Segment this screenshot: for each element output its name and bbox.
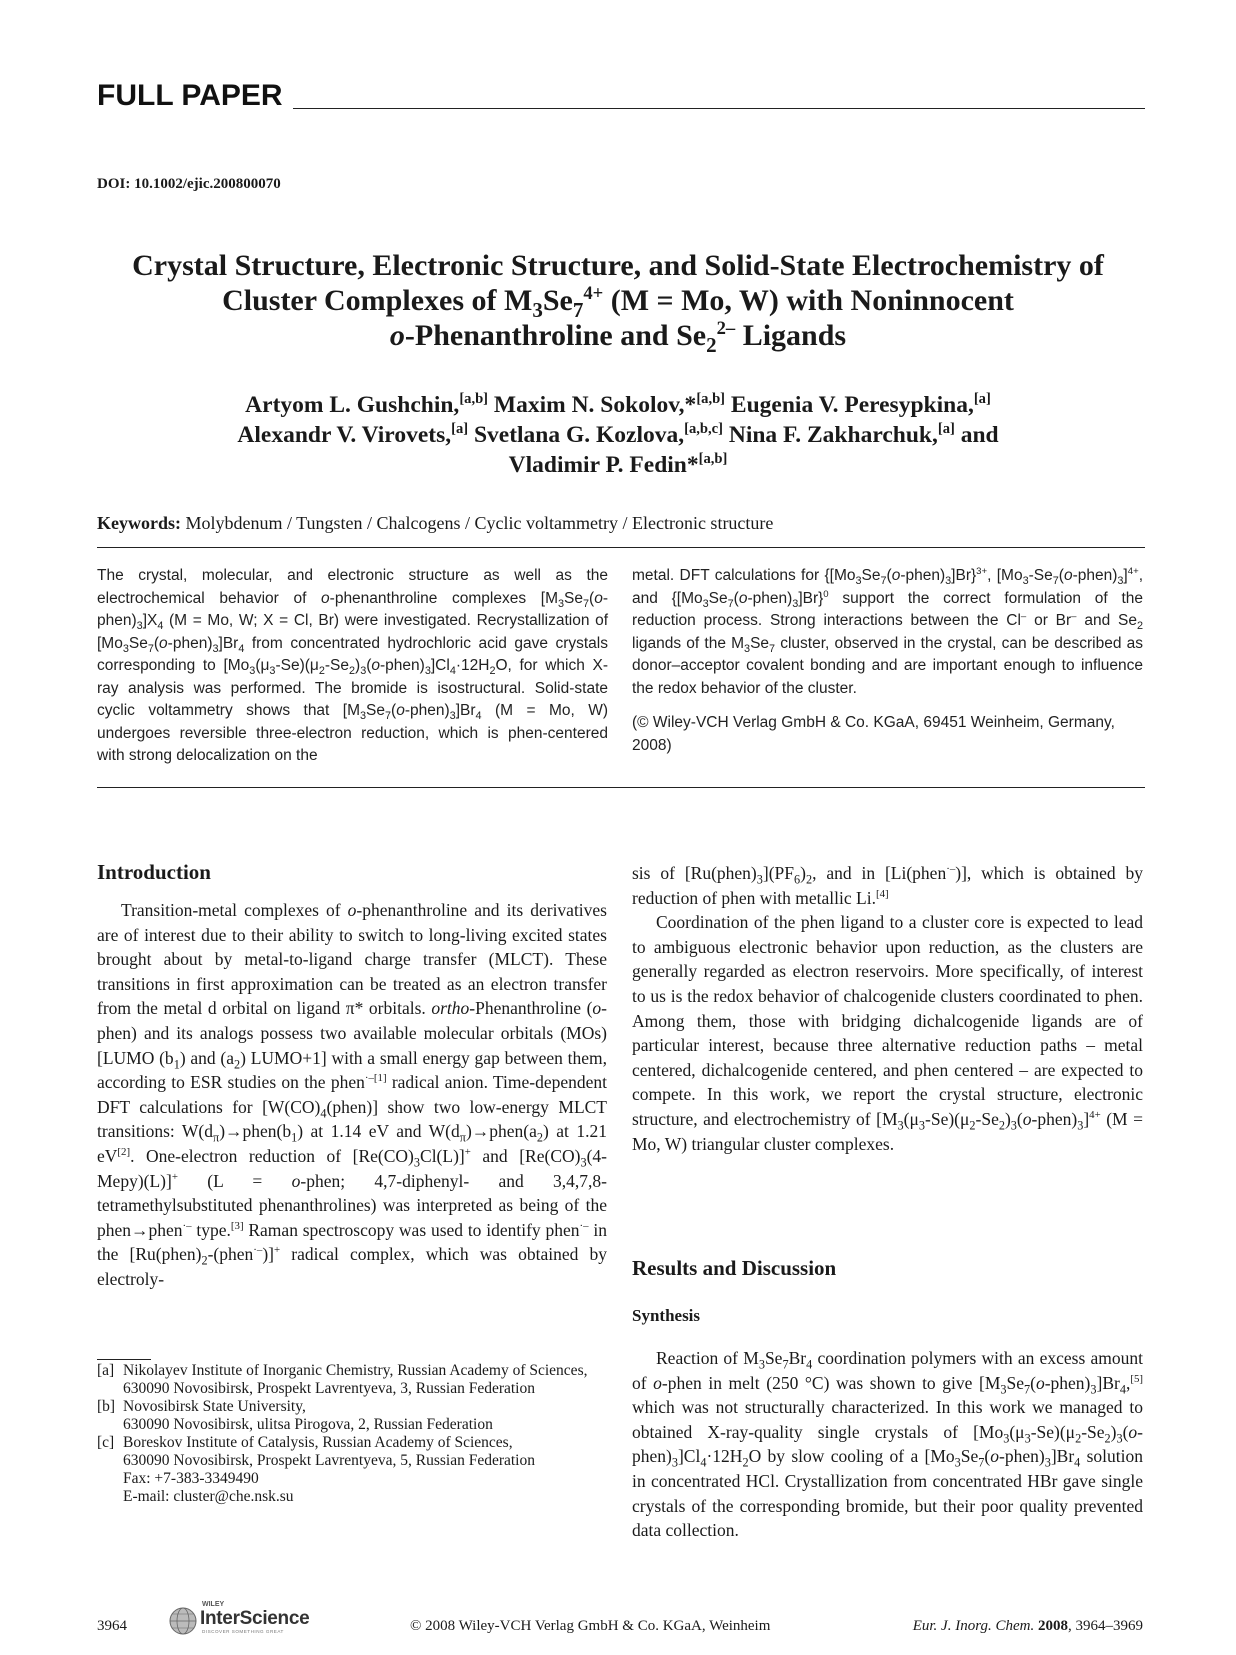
footnote-a: [a] Nikolayev Institute of Inorganic Chemistry, Russian Academy of Sciences, 630090 Novosibirsk, Prospekt Lavrentyeva, 3, Russian Federation	[97, 1362, 588, 1397]
section-heading-introduction: Introduction	[97, 860, 211, 884]
interscience-logo	[166, 1603, 336, 1637]
author-affiliation: [a,b,c]	[684, 421, 723, 438]
footnote-b: [b] Novosibirsk State University, 630090 Novosibirsk, ulitsa Pirogova, 2, Russian Federation	[97, 1398, 493, 1433]
abstract-left-column: The crystal, molecular, and electronic structure as well as the electrochemical behavior of o-phenanthroline complexes $[M_3Se_7(o-phen)_3]X_4$ (M = Mo, W; X = Cl, Br) were investigated. Recrystallization of $[Mo_3Se_7(o-phen)_3]Br_4$ from concentrated hydrochloric acid gave crystals corresponding to $[Mo_3(\mu_3-Se)(\mu_2-Se_2)_3(o-phen)_3]Cl_4\cdot 12H_2O$, for which X-ray analysis was performed. The bromide is isostructural. Solid-state cyclic voltammetry shows that $[M_3Se_7(o-phen)_3]Br_4$ (M = Mo, W) undergoes reversible three-electron reduction, which is phen-centered with strong delocalization on the	[97, 567, 609, 764]
title-line-3: o-Phenanthroline and $Se_2^{2-}$ Ligands	[389, 318, 847, 357]
introduction-continued: sis of $[Ru(phen)_3](PF_6)_2$, and in [Li(phen·–)], which is obtained by reduction of phen with metallic Li.[4] Coordination of the phen ligand to a cluster core is expected to lead to ambiguous electronic behavior upon reduction, as the clusters are generally regarded as electron reservoirs. More specifically, of interest to us is the redox behavior of chalcogenide clusters coordinated to phen. Among them, those with bridging dichalcogenide ligands are of particular interest, because three alternative reduction paths – metal centered, dichalcogenide centered, and phen centered – are expected to compete. In this work, we report the crystal structure, electronic structure, and electrochemistry of $[M_3(\mu_3-Se)(\mu_2-Se_2)_3(o-phen)_3]^{4+}$ (M = Mo, W) triangular cluster complexes.	[632, 863, 1143, 1154]
footnote-email: E-mail: cluster@che.nsk.su	[123, 1488, 294, 1505]
abstract-continuation: metal. DFT calculations for $\{[Mo_3Se_7(o-phen)_3]Br\}^{3+}$, $[Mo_3-Se_7(o-phen)_3]^{4+}$, and $\{[Mo_3Se_7(o-phen)_3]Br\}^0$ support the correct formulation of the reduction process. Strong interactions between the Cl– or Br– and $Se_2$ ligands of the $M_3Se_7$ cluster, observed in the crystal, can be described as donor–acceptor covalent bonding and are important enough to influence the redox behavior of the cluster.	[632, 565, 1143, 697]
page-number: 3964	[97, 1618, 127, 1634]
author-affiliation: [a]	[451, 421, 469, 438]
footer-copyright: © 2008 Wiley-VCH Verlag GmbH & Co. KGaA, Weinheim	[410, 1618, 771, 1634]
author-name: Alexandr V. Virovets,	[237, 422, 452, 448]
author-name: Maxim N. Sokolov,*	[493, 392, 697, 418]
author-affiliation: [a]	[973, 391, 991, 408]
author-affiliation: [a]	[937, 421, 955, 438]
logo-main-text: InterScience	[200, 1608, 310, 1629]
journal-pages: , 3964–3969	[1068, 1618, 1143, 1634]
journal-name: Eur. J. Inorg. Chem.	[912, 1618, 1035, 1634]
header-label: FULL PAPER	[97, 79, 283, 112]
title-line-1: Crystal Structure, Electronic Structure, and Solid-State Electrochemistry of	[132, 249, 1104, 282]
abstract-bottom-rule	[97, 787, 1145, 788]
author-affiliation: [a,b]	[698, 451, 728, 468]
footnote-rule	[97, 1359, 151, 1360]
author-name: Artyom L. Gushchin,	[245, 392, 460, 418]
paper-title	[80, 248, 1156, 357]
keywords-label: Keywords:	[97, 513, 181, 533]
affiliation-footnotes	[97, 1362, 607, 1506]
running-header	[97, 80, 1145, 112]
author-name: Nina F. Zakharchuk,	[728, 422, 938, 448]
author-list	[120, 390, 1116, 480]
abstract-right-column	[632, 565, 1143, 757]
footnote-fax: Fax: +7-383-3349490	[123, 1470, 259, 1487]
author-name: Svetlana G. Kozlova,	[473, 422, 685, 448]
synthesis-text: Reaction of $M_3Se_7Br_4$ coordination polymers with an excess amount of o-phen in melt (250 °C) was shown to give $[M_3Se_7(o-phen)_3]Br_4,[5]$ which was not structurally characterized. In this work we managed to obtained X-ray-quality single crystals of $[Mo_3(\mu_3-Se)(\mu_2-Se_2)_3(o-phen)_3]Cl_4\cdot 12H_2O$ by slow cooling of a $[Mo_3Se_7(o-phen)_3]Br_4$ solution in concentrated HCl. Crystallization from concentrated HBr gave single crystals of the corresponding bromide, but their poor quality prevented data collection.	[632, 1348, 1144, 1541]
subsection-heading-synthesis: Synthesis	[632, 1306, 701, 1325]
abstract-copyright: (© Wiley-VCH Verlag GmbH & Co. KGaA, 69451 Weinheim, Germany, 2008)	[632, 714, 1115, 754]
doi: DOI: 10.1002/ejic.200800070	[97, 176, 281, 192]
author-affiliation: [a,b]	[696, 391, 726, 408]
title-line-2: Cluster Complexes of $M_3Se_7^{4+}$ (M = Mo, W) with Noninnocent	[222, 283, 1014, 322]
abstract-top-rule	[97, 547, 1145, 548]
author-name: Vladimir P. Fedin*	[508, 452, 699, 478]
keywords-text: Molybdenum / Tungsten / Chalcogens / Cyclic voltammetry / Electronic structure	[185, 513, 774, 533]
introduction-text: Transition-metal complexes of o-phenanthroline and its derivatives are of interest due to their ability to switch to long-living excited states brought about by metal-to-ligand charge transfer (MLCT). These transitions in first approximation can be treated as an electron transfer from the metal d orbital on ligand π* orbitals. ortho-Phenanthroline (o-phen) and its analogs possess two available molecular orbitals (MOs) [LUMO $(b_1)$ and $(a_2)$ LUMO+1] with a small energy gap between them, according to ESR studies on the phen$^{\cdot-[1]}$ radical anion. Time-dependent DFT calculations for $[W(CO)_4(phen)]$ show two low-energy MLCT transitions: $W(d_\pi)\to phen(b_1)$ at 1.14 eV and $W(d_\pi)\to phen(a_2)$ at 1.21 eV[2]. One-electron reduction of $[Re(CO)_3Cl(L)]^+$ and $[Re(CO)_3(4-Mepy)(L)]^+$ (L = o-phen; 4,7-diphenyl- and 3,4,7,8-tetramethylsubstituted phenanthrolines) was interpreted as being of the phen→phen·– type.[3] Raman spectroscopy was used to identify phen·– in the $[Ru(phen)_2-(phen^{\cdot-})]^+$ radical complex, which was obtained by electroly-	[97, 900, 607, 1289]
logo-wiley-text: WILEY	[202, 1601, 225, 1608]
footer-journal-citation	[890, 1618, 1143, 1635]
logo-tagline: DISCOVER SOMETHING GREAT	[202, 1629, 284, 1634]
header-rule	[293, 108, 1145, 109]
author-affiliation: [a,b]	[459, 391, 489, 408]
author-name: Eugenia V. Peresypkina,	[730, 392, 974, 418]
author-and: and	[960, 422, 999, 448]
journal-year: 2008	[1038, 1618, 1068, 1634]
footnote-c: [c] Boreskov Institute of Catalysis, Russian Academy of Sciences, 630090 Novosibirsk, Prospekt Lavrentyeva, 5, Russian Federation Fax: +7-383-3349490 E-mail: cluster@che.nsk.su	[97, 1434, 607, 1506]
section-heading-results: Results and Discussion	[632, 1256, 837, 1280]
keywords	[97, 513, 773, 534]
